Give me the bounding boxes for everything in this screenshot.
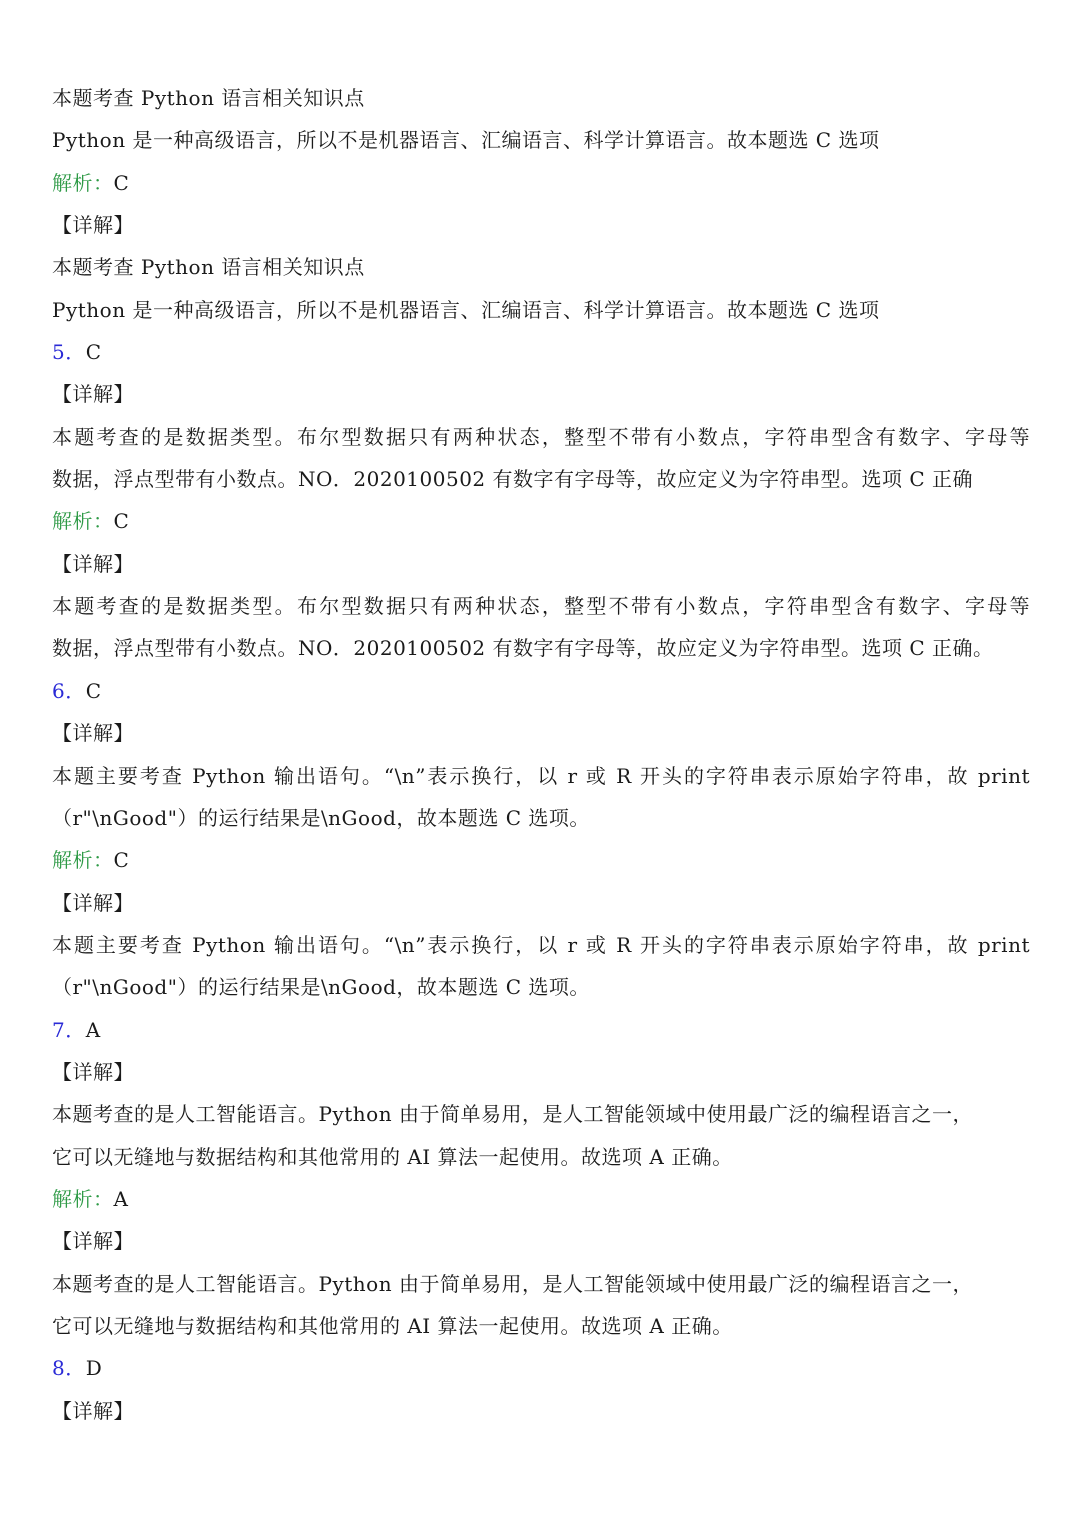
detail-heading: 【详解】: [52, 1398, 134, 1423]
document-page: [52, 77, 1030, 1432]
analysis-line: [52, 162, 1030, 204]
paragraph-line: 本题考查的是数据类型。布尔型数据只有两种状态，整型不带有小数点，字符串型含有数字、字母等: [52, 594, 1030, 619]
detail-heading: 【详解】: [52, 1229, 134, 1254]
detail-heading: 【详解】: [52, 213, 134, 238]
detail-heading: 【详解】: [52, 890, 134, 915]
analysis-answer: A: [113, 1186, 129, 1211]
question-answer-line: [52, 331, 1030, 373]
paragraph-line: 它可以无缝地与数据结构和其他常用的 AI 算法一起使用。故选项 A 正确。: [52, 1313, 733, 1338]
question-answer-line: [52, 1009, 1030, 1051]
analysis-line: [52, 1178, 1030, 1220]
paragraph-line: （r"\nGood"）的运行结果是\nGood，故本题选 C 选项。: [52, 805, 590, 830]
detail-heading: 【详解】: [52, 1059, 134, 1084]
paragraph-line: 本题主要考查 Python 输出语句。“\n”表示换行，以 r 或 R 开头的字符串表示原始字符串，故 print: [52, 932, 1030, 957]
question-answer-line: [52, 1347, 1030, 1389]
paragraph-line: 数据，浮点型带有小数点。NO．2020100502 有数字有字母等，故应定义为字符串型。选项 C 正确: [52, 467, 974, 492]
question-answer: C: [85, 340, 102, 365]
paragraph-line: （r"\nGood"）的运行结果是\nGood，故本题选 C 选项。: [52, 975, 590, 1000]
analysis-line: [52, 839, 1030, 881]
paragraph-line: 本题考查 Python 语言相关知识点: [52, 255, 365, 280]
analysis-answer: C: [113, 509, 130, 534]
analysis-line: [52, 500, 1030, 542]
paragraph-line: 它可以无缝地与数据结构和其他常用的 AI 算法一起使用。故选项 A 正确。: [52, 1144, 733, 1169]
detail-heading: 【详解】: [52, 551, 134, 576]
analysis-label: 解析：: [52, 509, 114, 534]
analysis-label: 解析：: [52, 170, 114, 195]
question-number: 5．: [52, 340, 86, 365]
paragraph-line: Python 是一种高级语言，所以不是机器语言、汇编语言、科学计算语言。故本题选 C 选项: [52, 297, 880, 322]
detail-heading: 【详解】: [52, 382, 134, 407]
question-number: 6．: [52, 678, 86, 703]
paragraph-line: 数据，浮点型带有小数点。NO．2020100502 有数字有字母等，故应定义为字符串型。选项 C 正确。: [52, 636, 994, 661]
question-answer: A: [85, 1017, 101, 1042]
analysis-answer: C: [113, 170, 130, 195]
paragraph-line: 本题主要考查 Python 输出语句。“\n”表示换行，以 r 或 R 开头的字符串表示原始字符串，故 print: [52, 763, 1030, 788]
detail-heading: 【详解】: [52, 721, 134, 746]
analysis-label: 解析：: [52, 1186, 114, 1211]
question-number: 8．: [52, 1356, 86, 1381]
question-answer: C: [85, 678, 102, 703]
paragraph-line: 本题考查的是人工智能语言。Python 由于简单易用，是人工智能领域中使用最广泛的编程语言之一，: [52, 1271, 973, 1296]
question-answer-line: [52, 670, 1030, 712]
analysis-answer: C: [113, 848, 130, 873]
paragraph-line: 本题考查的是数据类型。布尔型数据只有两种状态，整型不带有小数点，字符串型含有数字、字母等: [52, 424, 1030, 449]
question-answer: D: [85, 1356, 103, 1381]
paragraph-line: Python 是一种高级语言，所以不是机器语言、汇编语言、科学计算语言。故本题选 C 选项: [52, 128, 880, 153]
analysis-label: 解析：: [52, 848, 114, 873]
paragraph-line: 本题考查的是人工智能语言。Python 由于简单易用，是人工智能领域中使用最广泛的编程语言之一，: [52, 1102, 973, 1127]
question-number: 7．: [52, 1017, 86, 1042]
paragraph-line: 本题考查 Python 语言相关知识点: [52, 86, 365, 110]
